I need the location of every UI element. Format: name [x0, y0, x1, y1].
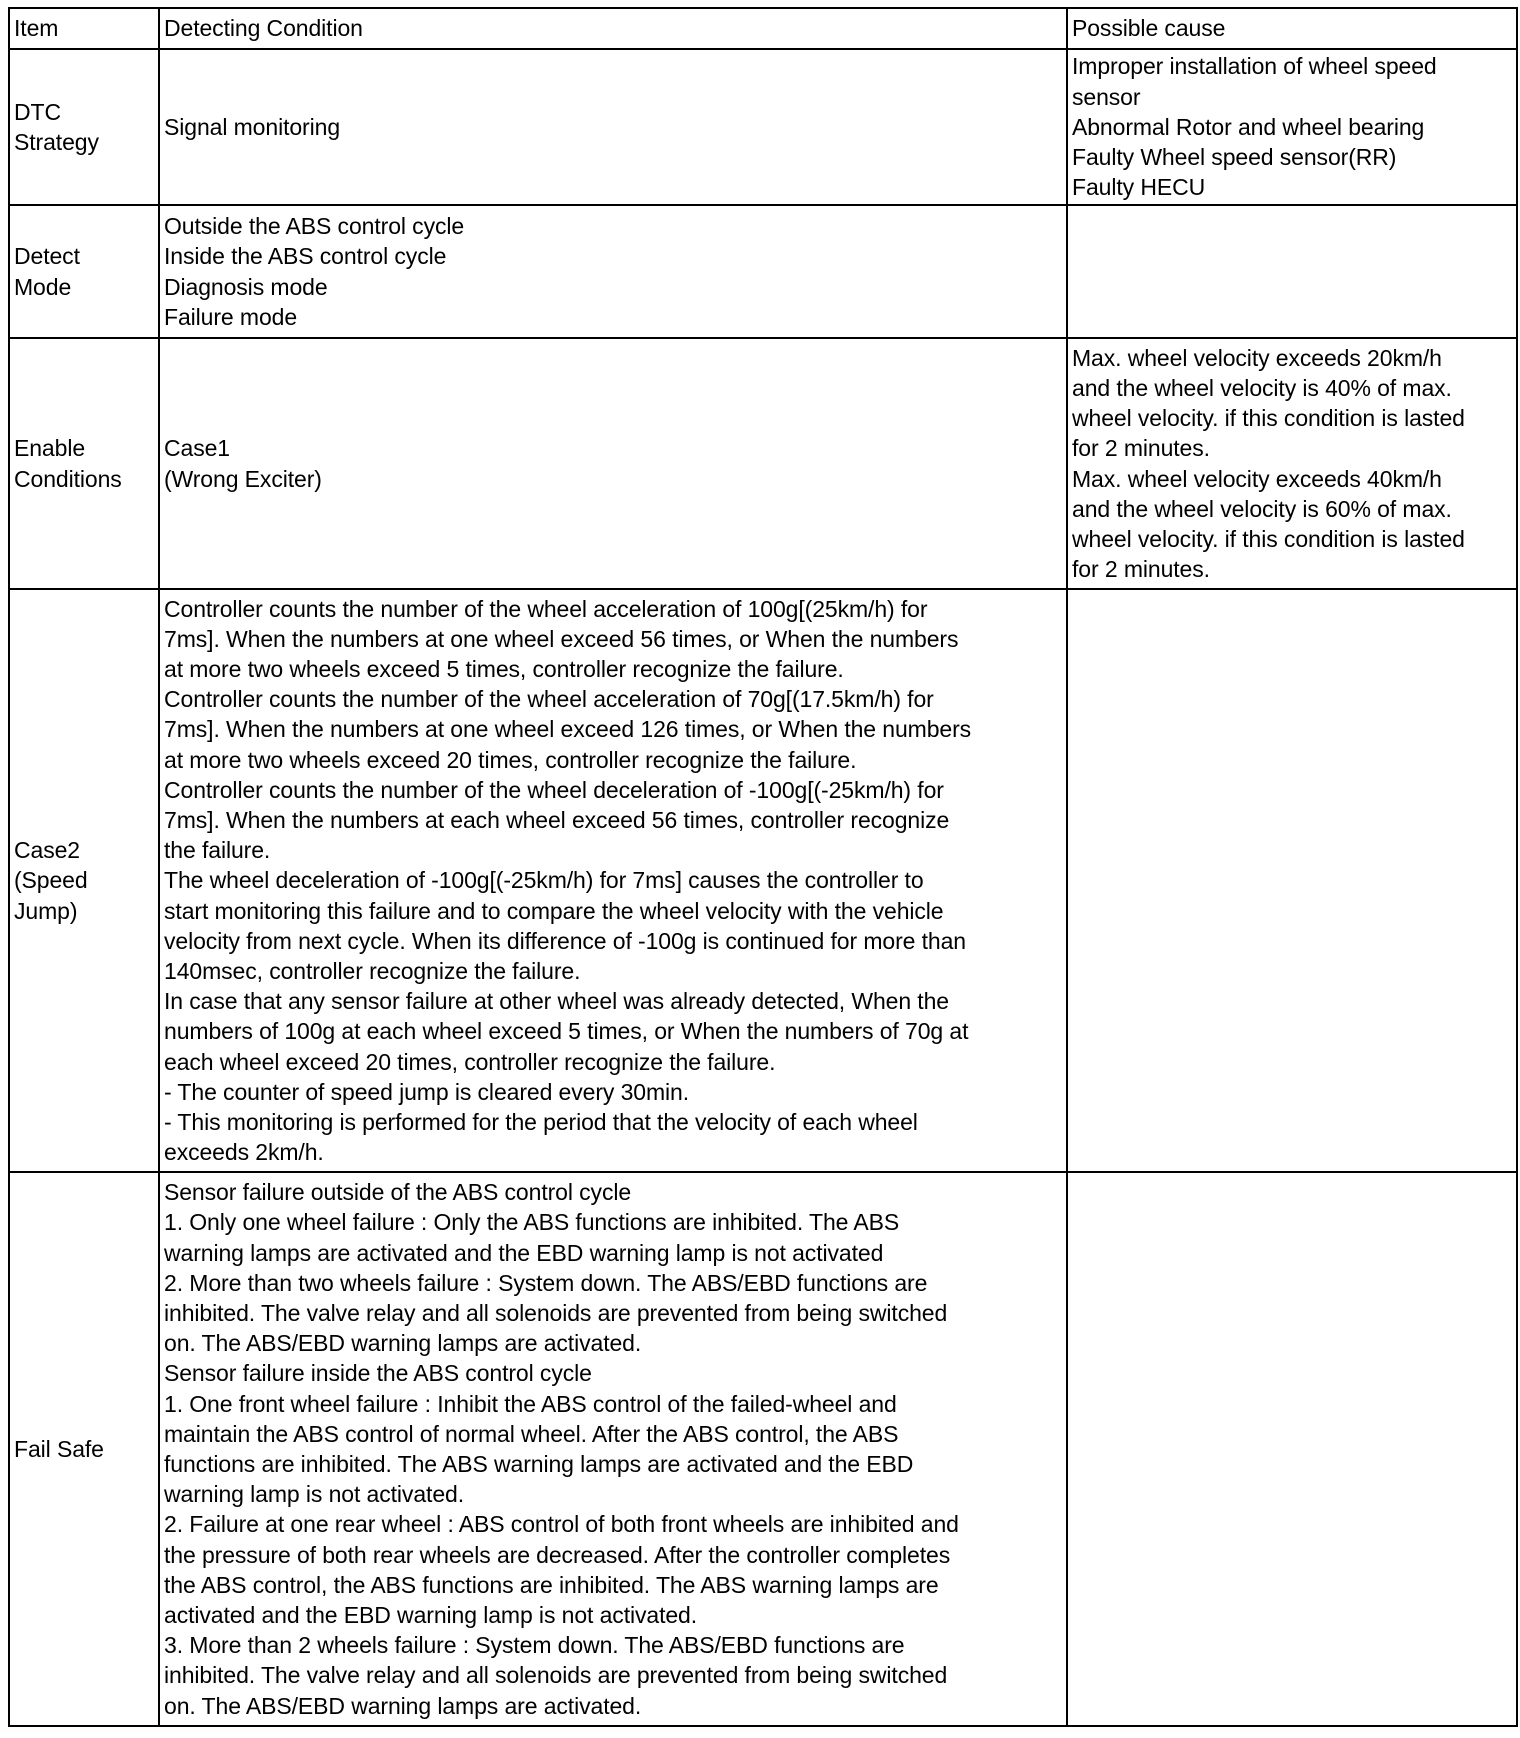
cell-line: Case2 [14, 837, 80, 864]
cell-cause [1067, 205, 1517, 338]
cell-line: 1. One front wheel failure : Inhibit the ABS control of the failed-wheel and [164, 1390, 897, 1417]
cell-item [9, 49, 159, 205]
cell-line: maintain the ABS control of normal wheel. After the ABS control, the ABS [164, 1420, 899, 1447]
cell-line: (Wrong Exciter) [164, 465, 322, 492]
cell-line: Abnormal Rotor and wheel bearing [1072, 113, 1425, 140]
cell-item [9, 1172, 159, 1726]
cell-line: sensor [1072, 83, 1141, 110]
cell-line: Sensor failure outside of the ABS control cycle [164, 1179, 632, 1206]
cell-line: velocity from next cycle. When its difference of -100g is continued for more than [164, 927, 966, 954]
cell-line: Controller counts the number of the wheel acceleration of 100g[(25km/h) for [164, 595, 928, 622]
cell-line: Signal monitoring [164, 113, 341, 140]
cell-line: start monitoring this failure and to compare the wheel velocity with the vehicle [164, 897, 944, 924]
cell-condition [159, 49, 1067, 205]
table-row-detect-mode [9, 205, 1517, 338]
cell-line: warning lamp is not activated. [164, 1481, 464, 1508]
cell-line: Fail Safe [14, 1435, 104, 1462]
cell-line: Max. wheel velocity exceeds 20km/h [1072, 344, 1442, 371]
table-row-case2-speed-jump [9, 589, 1517, 1172]
cell-cause [1067, 1172, 1517, 1726]
cell-line: Failure mode [164, 303, 298, 330]
cell-line: DTC [14, 98, 61, 125]
cell-line: 3. More than 2 wheels failure : System down. The ABS/EBD functions are [164, 1632, 905, 1659]
cell-line: numbers of 100g at each wheel exceed 5 times, or When the numbers of 70g at [164, 1018, 969, 1045]
cell-cause [1067, 49, 1517, 205]
cell-line: The wheel deceleration of -100g[(-25km/h) for 7ms] causes the controller to [164, 867, 924, 894]
table-row-dtc-strategy [9, 49, 1517, 205]
cell-line: for 2 minutes. [1072, 556, 1210, 583]
cell-line: Improper installation of wheel speed [1072, 53, 1437, 80]
cell-line: Max. wheel velocity exceeds 40km/h [1072, 465, 1442, 492]
cell-line: Jump) [14, 897, 78, 924]
cell-line: - This monitoring is performed for the period that the velocity of each wheel [164, 1109, 918, 1136]
cell-line: In case that any sensor failure at other wheel was already detected, When the [164, 988, 949, 1015]
cell-line: on. The ABS/EBD warning lamps are activated. [164, 1330, 642, 1357]
cell-line: functions are inhibited. The ABS warning lamps are activated and the EBD [164, 1451, 914, 1477]
table-row-fail-safe [9, 1172, 1517, 1726]
cell-line: - The counter of speed jump is cleared every 30min. [164, 1078, 690, 1105]
cell-line: Case1 [164, 435, 230, 462]
cell-line: inhibited. The valve relay and all solenoids are prevented from being switched [164, 1299, 948, 1326]
cell-line: Mode [14, 273, 72, 300]
header-detecting-condition: Detecting Condition [159, 8, 1067, 49]
cell-line: Controller counts the number of the wheel deceleration of -100g[(-25km/h) for [164, 776, 944, 803]
cell-line: 7ms]. When the numbers at each wheel exceed 56 times, controller recognize [164, 806, 950, 833]
cell-line: at more two wheels exceed 5 times, controller recognize the failure. [164, 655, 844, 682]
cell-line: for 2 minutes. [1072, 435, 1210, 462]
cell-line: each wheel exceed 20 times, controller recognize the failure. [164, 1048, 776, 1075]
cell-item [9, 589, 159, 1172]
cell-line: inhibited. The valve relay and all solenoids are prevented from being switched [164, 1662, 948, 1689]
cell-line: 7ms]. When the numbers at one wheel exceed 126 times, or When the numbers [164, 716, 972, 743]
cell-line: the ABS control, the ABS functions are inhibited. The ABS warning lamps are [164, 1571, 939, 1598]
table-header-row [9, 8, 1517, 49]
cell-line: Faulty HECU [1072, 174, 1206, 201]
cell-item [9, 338, 159, 589]
cell-line: warning lamps are activated and the EBD warning lamp is not activated [164, 1239, 884, 1266]
cell-line: Strategy [14, 129, 99, 155]
cell-line: the failure. [164, 837, 271, 864]
cell-line: Conditions [14, 465, 122, 492]
cell-line: on. The ABS/EBD warning lamps are activated. [164, 1692, 642, 1719]
cell-line: Diagnosis mode [164, 273, 328, 300]
cell-line: the pressure of both rear wheels are decreased. After the controller completes [164, 1541, 951, 1568]
cell-condition [159, 338, 1067, 589]
cell-item [9, 205, 159, 338]
cell-condition [159, 1172, 1067, 1726]
cell-line: Detect [14, 243, 80, 270]
header-item: Item [9, 8, 159, 49]
cell-line: Controller counts the number of the wheel acceleration of 70g[(17.5km/h) for [164, 686, 934, 713]
cell-line: at more two wheels exceed 20 times, controller recognize the failure. [164, 746, 857, 773]
cell-line: and the wheel velocity is 40% of max. [1072, 374, 1452, 401]
cell-line: (Speed [14, 867, 88, 894]
cell-line: Inside the ABS control cycle [164, 243, 447, 270]
cell-line: Outside the ABS control cycle [164, 213, 465, 240]
cell-line: and the wheel velocity is 60% of max. [1072, 495, 1452, 522]
cell-line: 2. More than two wheels failure : System down. The ABS/EBD functions are [164, 1269, 928, 1296]
cell-condition [159, 589, 1067, 1172]
cell-line: Sensor failure inside the ABS control cycle [164, 1360, 592, 1387]
table-row-enable-conditions [9, 338, 1517, 589]
cell-condition [159, 205, 1067, 338]
cell-line: exceeds 2km/h. [164, 1139, 324, 1166]
dtc-table [8, 7, 1518, 1727]
cell-cause [1067, 589, 1517, 1172]
cell-line: wheel velocity. if this condition is lasted [1072, 525, 1465, 552]
cell-cause [1067, 338, 1517, 589]
cell-line: 1. Only one wheel failure : Only the ABS functions are inhibited. The ABS [164, 1209, 900, 1236]
cell-line: wheel velocity. if this condition is lasted [1072, 405, 1465, 432]
header-possible-cause: Possible cause [1067, 8, 1517, 49]
cell-line: 2. Failure at one rear wheel : ABS control of both front wheels are inhibited and [164, 1511, 959, 1538]
dtc-document [8, 7, 1518, 1727]
cell-line: 7ms]. When the numbers at one wheel exceed 56 times, or When the numbers [164, 625, 959, 652]
cell-line: activated and the EBD warning lamp is not activated. [164, 1602, 698, 1629]
cell-line: Faulty Wheel speed sensor(RR) [1072, 144, 1397, 171]
cell-line: Enable [14, 435, 86, 462]
cell-line: 140msec, controller recognize the failure. [164, 958, 581, 984]
